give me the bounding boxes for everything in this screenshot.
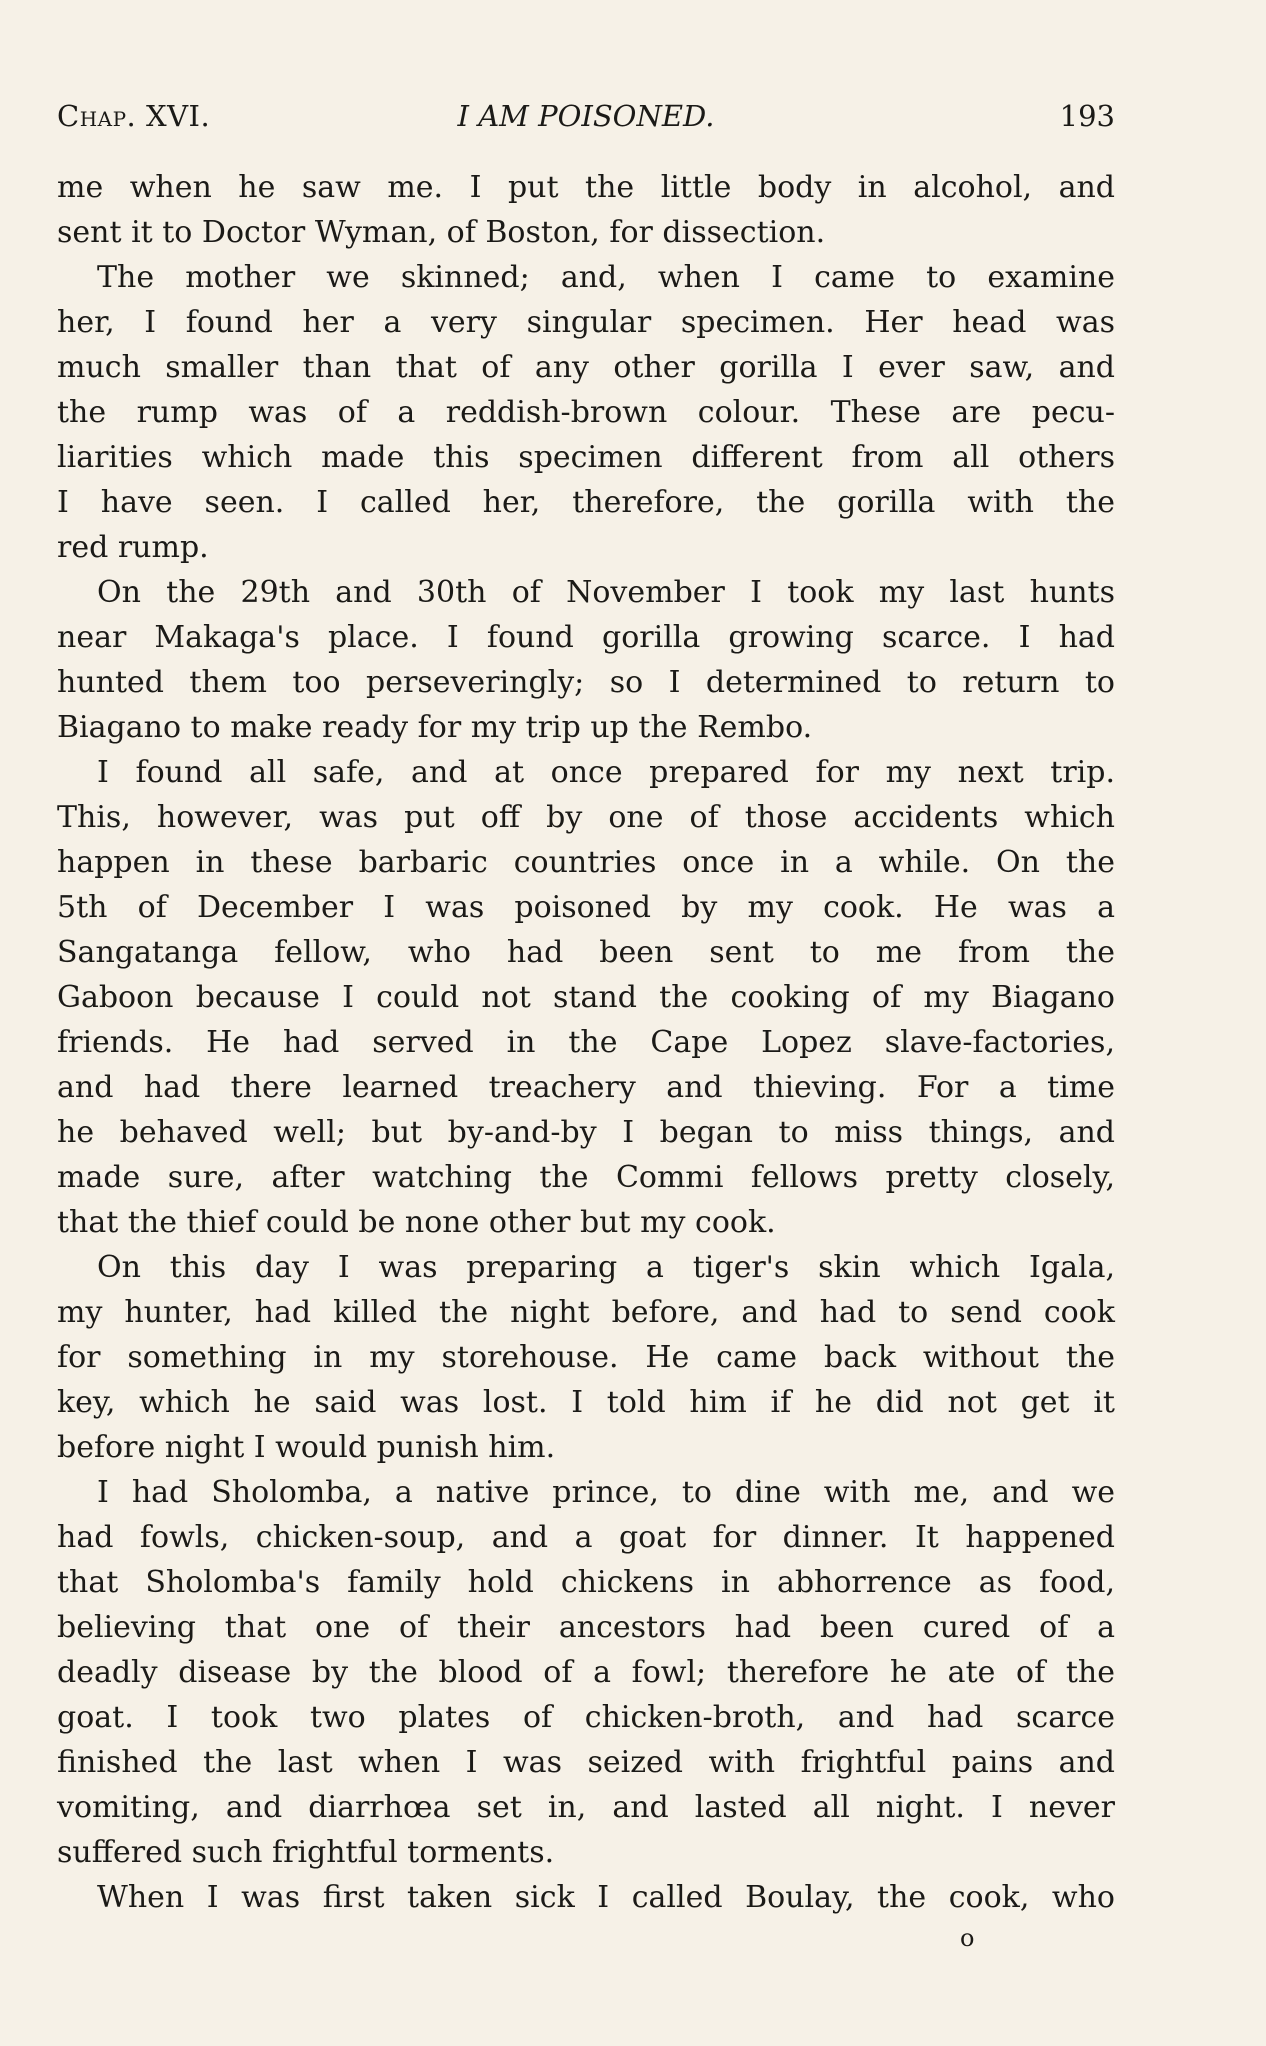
text-line: Sangatanga fellow, who had been sent to me from the [57,935,1115,970]
text-line: and had there learned treachery and thieving. For a time [57,1070,1115,1105]
page-number: 193 [1059,99,1115,133]
text-line: suffered such frightful torments. [57,1835,555,1870]
text-line: hunted them too perseveringly; so I determined to return to [57,665,1115,700]
text-line: that Sholomba's family hold chickens in abhorrence as food, [57,1565,1115,1600]
text-line: my hunter, had killed the night before, and had to send cook [57,1295,1115,1330]
text-line: had fowls, chicken-soup, and a goat for dinner. It happened [57,1520,1115,1555]
text-line: key, which he said was lost. I told him if he did not get it [57,1385,1115,1420]
text-line: Biagano to make ready for my trip up the Rembo. [57,710,813,745]
text-line: deadly disease by the blood of a fowl; therefore he ate of the [57,1655,1115,1690]
text-line: I had Sholomba, a native prince, to dine with me, and we [97,1475,1115,1510]
text-line: happen in these barbaric countries once in a while. On the [57,845,1115,880]
text-line: much smaller than that of any other gorilla I ever saw, and [57,350,1115,385]
text-line: The mother we skinned; and, when I came to examine [97,260,1115,295]
text-line: the rump was of a reddish-brown colour. These are pecu- [57,395,1115,430]
text-line: her, I found her a very singular specimen. Her head was [57,305,1115,340]
text-line: red rump. [57,530,209,565]
chapter-label: Chap. XVI. [57,99,211,133]
text-line: When I was first taken sick I called Boulay, the cook, who [97,1880,1115,1915]
running-head [57,96,1115,136]
text-line: This, however, was put off by one of those accidents which [57,800,1115,835]
text-line: me when he saw me. I put the little body in alcohol, and [57,170,1115,205]
text-line: near Makaga's place. I found gorilla growing scarce. I had [57,620,1115,655]
text-line: I found all safe, and at once prepared for my next trip. [97,755,1115,790]
text-line: On this day I was preparing a tiger's skin which Igala, [97,1250,1115,1285]
text-line: finished the last when I was seized with frightful pains and [57,1745,1115,1780]
text-line: he behaved well; but by-and-by I began to miss things, and [57,1115,1115,1150]
text-line: friends. He had served in the Cape Lopez slave-factories, [57,1025,1115,1060]
text-line: made sure, after watching the Commi fellows pretty closely, [57,1160,1115,1195]
text-line: sent it to Doctor Wyman, of Boston, for dissection. [57,215,826,250]
text-line: for something in my storehouse. He came back without the [57,1340,1115,1375]
text-line: goat. I took two plates of chicken-broth, and had scarce [57,1700,1115,1735]
text-line: believing that one of their ancestors had been cured of a [57,1610,1115,1645]
text-line: Gaboon because I could not stand the cooking of my Biagano [57,980,1115,1015]
text-line: I have seen. I called her, therefore, the gorilla with the [57,485,1115,520]
text-line: that the thief could be none other but my cook. [57,1205,776,1240]
text-line: liarities which made this specimen different from all others [57,440,1115,475]
text-line: 5th of December I was poisoned by my cook. He was a [57,890,1115,925]
text-line: vomiting, and diarrhœa set in, and lasted all night. I never [57,1790,1115,1825]
text-line: On the 29th and 30th of November I took my last hunts [97,575,1115,610]
body-text [57,165,1115,1920]
text-line: before night I would punish him. [57,1430,556,1465]
page-title: I AM POISONED. [457,99,715,133]
signature-mark: o [960,1924,975,1952]
